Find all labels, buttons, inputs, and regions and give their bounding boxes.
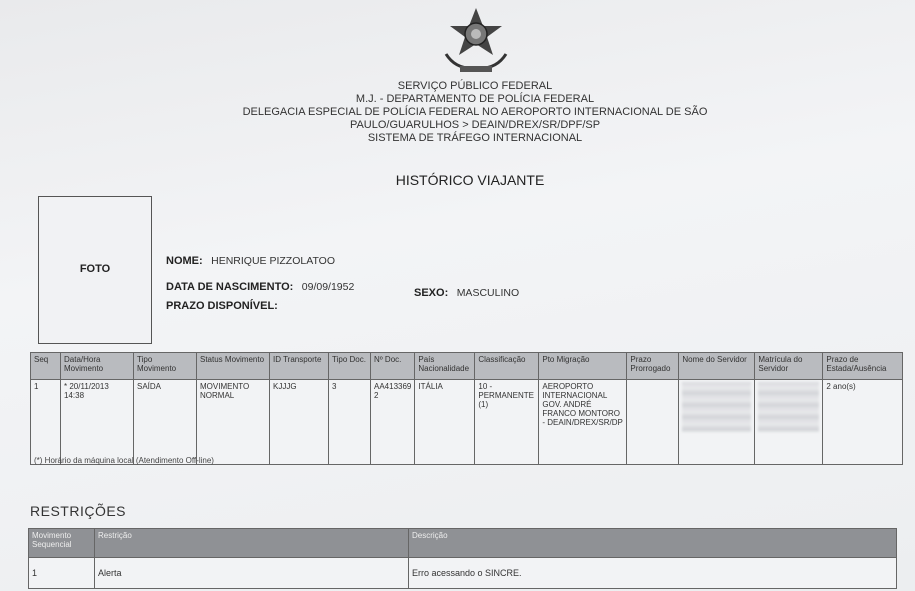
col-header: Nome do Servidor	[679, 353, 755, 380]
table-cell: SAÍDA	[134, 380, 197, 465]
col-header: Nº Doc.	[371, 353, 415, 380]
redaction-blur	[758, 382, 819, 432]
col-header: Tipo Movimento	[134, 353, 197, 380]
movements-table	[30, 352, 903, 465]
deadline-label: PRAZO DISPONÍVEL:	[166, 300, 278, 312]
table-cell: KJJJG	[270, 380, 329, 465]
col-header: ID Transporte	[270, 353, 329, 380]
table-cell: 1	[29, 558, 95, 589]
redacted-cell	[755, 380, 823, 465]
restrictions-table-wrap	[28, 528, 897, 589]
col-header: Tipo Doc.	[329, 353, 371, 380]
col-header: País Nacionalidade	[415, 353, 475, 380]
birthdate-label: DATA DE NASCIMENTO:	[166, 281, 294, 293]
table-cell: AA413369 2	[371, 380, 415, 465]
table-cell: 1	[31, 380, 61, 465]
table-cell: Alerta	[95, 558, 409, 589]
redacted-cell	[679, 380, 755, 465]
birthdate-field	[166, 277, 354, 295]
sex-value: MASCULINO	[456, 287, 520, 299]
deadline-field	[166, 296, 278, 314]
table-header-row	[29, 529, 897, 558]
birthdate-value: 09/09/1952	[301, 281, 355, 293]
name-label: NOME:	[166, 255, 203, 267]
header-line: M.J. - DEPARTAMENTO DE POLÍCIA FEDERAL	[355, 93, 595, 105]
coat-of-arms-seal	[436, 4, 516, 76]
col-header: Status Movimento	[197, 353, 270, 380]
table-cell: AEROPORTO INTERNACIONAL GOV. ANDRÉ FRANCO MONTORO - DEAIN/DREX/SR/DP	[539, 380, 627, 465]
table-row	[31, 380, 903, 465]
header-line: SERVIÇO PÚBLICO FEDERAL	[397, 80, 553, 92]
col-header: Data/Hora Movimento	[61, 353, 134, 380]
col-header: Restrição	[95, 529, 409, 558]
table-row	[29, 558, 897, 589]
restrictions-title: RESTRIÇÕES	[30, 503, 127, 519]
movements-table-wrap	[30, 352, 903, 465]
name-value: HENRIQUE PIZZOLATOO	[211, 255, 336, 267]
col-header: Descrição	[409, 529, 897, 558]
header-line: DELEGACIA ESPECIAL DE POLÍCIA FEDERAL NO AEROPORTO INTERNACIONAL DE SÃO	[242, 106, 708, 118]
table-cell	[627, 380, 679, 465]
photo-box	[38, 196, 152, 344]
sex-field	[414, 283, 519, 301]
restrictions-table	[28, 528, 897, 589]
table-cell: Erro acessando o SINCRE.	[409, 558, 897, 589]
table-cell: ITÁLIA	[415, 380, 475, 465]
sex-label: SEXO:	[414, 287, 449, 299]
table-cell: MOVIMENTO NORMAL	[197, 380, 270, 465]
col-header: Pto Migração	[539, 353, 627, 380]
col-header: Prazo de Estada/Ausência	[823, 353, 903, 380]
col-header: Matrícula do Servidor	[755, 353, 823, 380]
photo-label: FOTO	[79, 263, 111, 275]
col-header: Prazo Prorrogado	[627, 353, 679, 380]
table-cell: 2 ano(s)	[823, 380, 903, 465]
col-header: Seq	[31, 353, 61, 380]
redaction-blur	[682, 382, 751, 432]
document-title: HISTÓRICO VIAJANTE	[395, 172, 545, 188]
table-cell: 10 - PERMANENTE (1)	[475, 380, 539, 465]
header-line: SISTEMA DE TRÁFEGO INTERNACIONAL	[367, 132, 583, 144]
footnote: (*) Horário da máquina local (Atendimento Off-line)	[34, 456, 214, 465]
name-field	[166, 251, 335, 269]
table-cell: * 20/11/2013 14:38	[61, 380, 134, 465]
table-cell: 3	[329, 380, 371, 465]
table-header-row	[31, 353, 903, 380]
col-header: Movimento Sequencial	[29, 529, 95, 558]
document-header	[230, 80, 720, 145]
header-line: PAULO/GUARULHOS > DEAIN/DREX/SR/DPF/SP	[349, 119, 601, 131]
col-header: Classificação	[475, 353, 539, 380]
